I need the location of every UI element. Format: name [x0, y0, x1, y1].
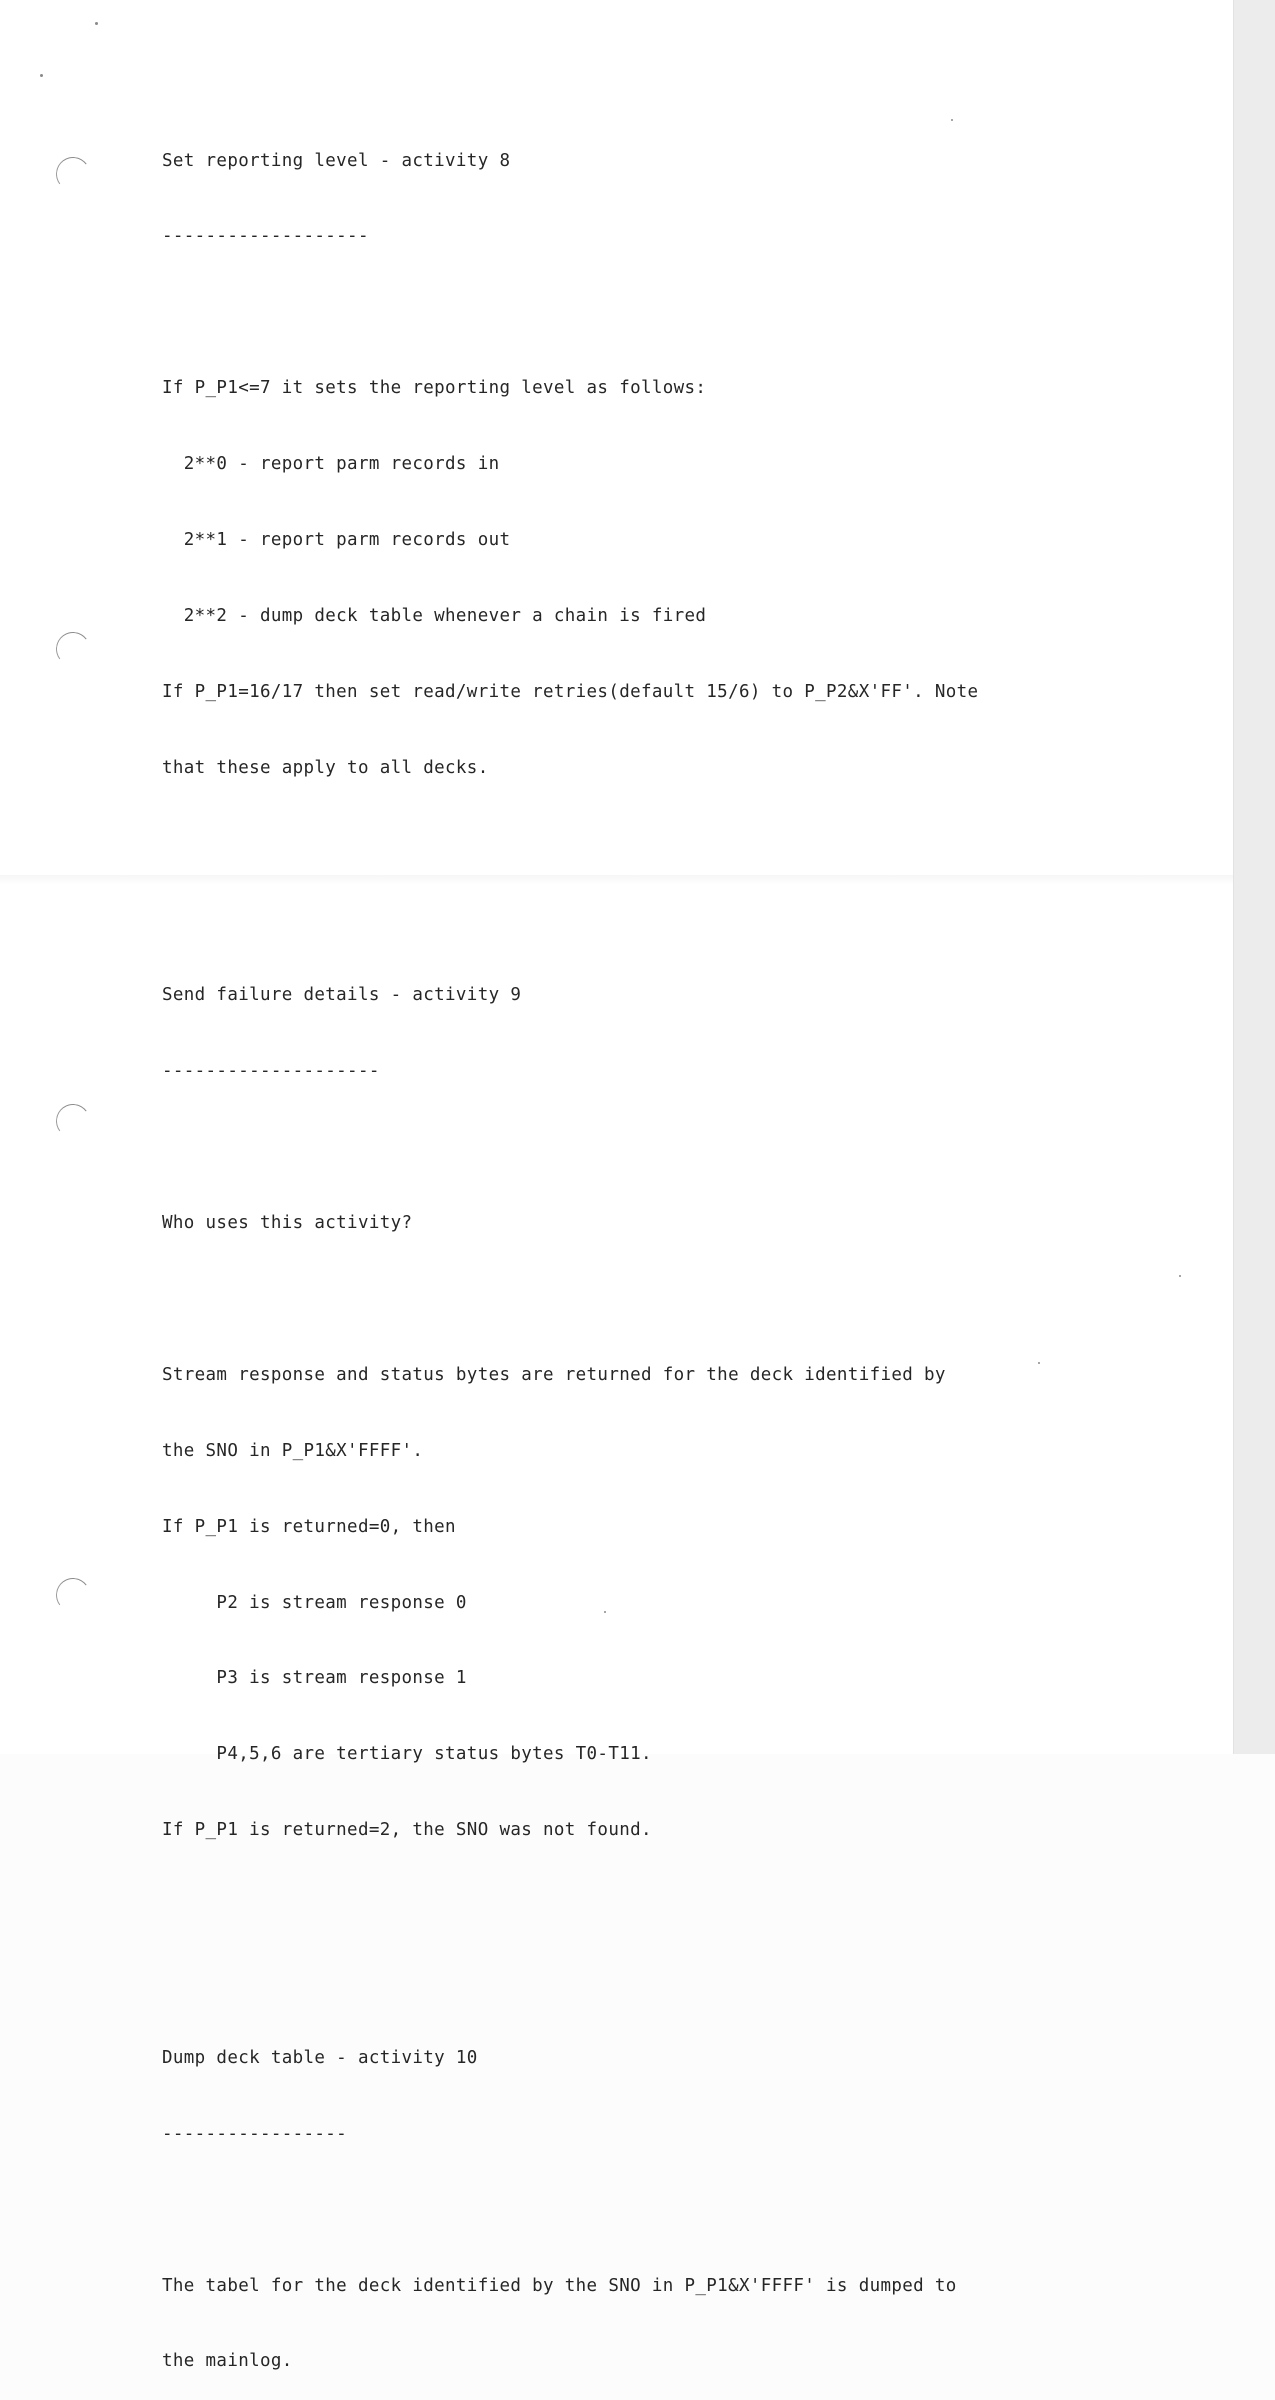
text-line: the mainlog.: [162, 2351, 293, 2372]
blank-line: [162, 1135, 978, 1160]
text-line: The tabel for the deck identified by the SNO in P_P1&X'FFFF' is dumped to: [162, 2275, 957, 2296]
text-line: 2**0 - report parm records in: [162, 454, 500, 475]
blank-line: [162, 1894, 978, 1919]
blank-line: [162, 300, 978, 325]
scan-speck: [95, 22, 98, 25]
text-line: If P_P1<=7 it sets the reporting level as follows:: [162, 378, 707, 399]
text-line: Who uses this activity?: [162, 1213, 413, 1234]
scan-edge: [1233, 0, 1275, 1754]
blank-line: [162, 2198, 978, 2223]
scan-speck: [1038, 1362, 1040, 1364]
document-body: [162, 98, 978, 2400]
scan-speck: [40, 74, 43, 77]
text-line: P4,5,6 are tertiary status bytes T0-T11.: [162, 1744, 652, 1765]
text-line: the SNO in P_P1&X'FFFF'.: [162, 1440, 424, 1461]
text-line: that these apply to all decks.: [162, 757, 489, 778]
blank-line: [162, 1287, 978, 1312]
text-line: 2**1 - report parm records out: [162, 530, 511, 551]
text-line: P2 is stream response 0: [162, 1592, 467, 1613]
blank-line: [162, 908, 978, 933]
heading-underline: -------------------: [162, 226, 369, 247]
heading-set-reporting-level: Set reporting level - activity 8: [162, 150, 511, 171]
text-line: P3 is stream response 1: [162, 1668, 467, 1689]
blank-line: [162, 1970, 978, 1995]
blank-line: [162, 832, 978, 857]
heading-dump-deck-table: Dump deck table - activity 10: [162, 2047, 478, 2068]
heading-send-failure-details: Send failure details - activity 9: [162, 985, 522, 1006]
heading-underline: --------------------: [162, 1061, 380, 1082]
heading-underline: -----------------: [162, 2123, 348, 2144]
text-line: If P_P1 is returned=2, the SNO was not found.: [162, 1820, 652, 1841]
scan-speck: [1179, 1275, 1181, 1277]
text-line: If P_P1 is returned=0, then: [162, 1516, 456, 1537]
text-line: If P_P1=16/17 then set read/write retries(default 15/6) to P_P2&X'FF'. Note: [162, 681, 979, 702]
text-line: 2**2 - dump deck table whenever a chain is fired: [162, 605, 707, 626]
text-line: Stream response and status bytes are returned for the deck identified by: [162, 1364, 946, 1385]
